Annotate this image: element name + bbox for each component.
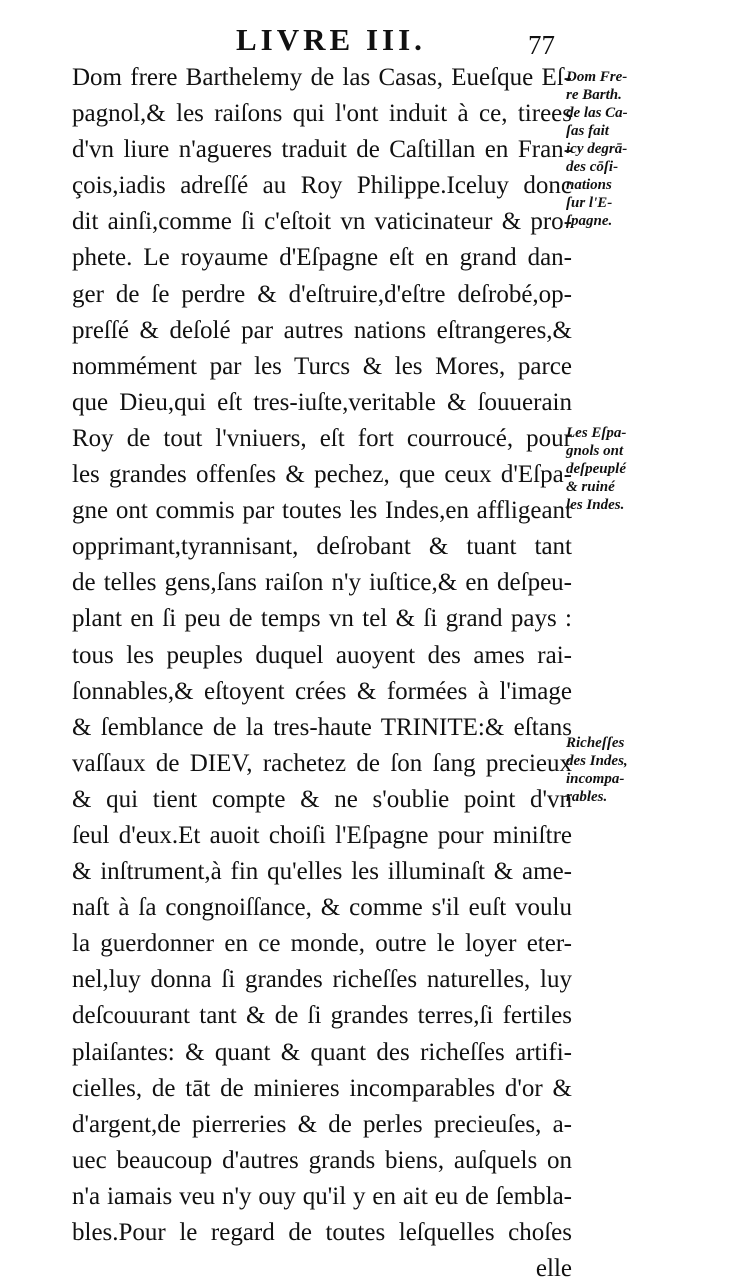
margin-note-line: nations bbox=[566, 177, 612, 193]
page-header bbox=[0, 18, 740, 58]
text-line: plant en ſi peu de temps vn tel & ſi grand pays : bbox=[72, 605, 572, 633]
text-line: d'argent,de pierreries & de perles precieuſes, a- bbox=[72, 1110, 572, 1138]
text-line: Roy de tout l'vniuers, eſt fort courroucé, pour bbox=[72, 424, 572, 452]
margin-note-line: ſpagne. bbox=[566, 213, 613, 229]
text-line: ger de ſe perdre & d'eſtruire,d'eſtre deſrobé,op- bbox=[72, 280, 572, 308]
margin-note-line: Dom Fre- bbox=[566, 69, 628, 85]
margin-note-line: ſas fait bbox=[566, 123, 609, 139]
text-line: nommément par les Turcs & les Mores, parce bbox=[72, 352, 572, 380]
margin-note-line: incompa- bbox=[566, 771, 625, 787]
margin-note-line: des cōſi- bbox=[566, 159, 619, 175]
text-line: deſcouurant tant & de ſi grandes terres,ſi fertiles bbox=[72, 1002, 572, 1030]
text-line: que Dieu,qui eſt tres-iuſte,veritable & ſouuerain bbox=[72, 388, 572, 416]
text-line: vaſſaux de DIEV, rachetez de ſon ſang precieux bbox=[72, 749, 572, 777]
margin-note-las-casas bbox=[566, 68, 656, 230]
margin-note-line: de las Ca- bbox=[566, 105, 628, 121]
text-line: de telles gens,ſans raiſon n'y iuſtice,& en deſpeu- bbox=[72, 569, 572, 597]
margin-note-line: icy degrā- bbox=[566, 141, 628, 157]
text-line: & ſemblance de la tres-haute TRINITE:& eſtans bbox=[72, 713, 572, 741]
margin-note-line: ſur l'E- bbox=[566, 195, 613, 211]
margin-note-line: re Barth. bbox=[566, 87, 622, 103]
catchword: elle bbox=[535, 1255, 572, 1283]
text-line: ſonnables,& eſtoyent crées & formées à l'image bbox=[72, 677, 572, 705]
page-number: 77 bbox=[528, 30, 555, 60]
body-text bbox=[72, 60, 572, 1287]
text-line: & qui tient compte & ne s'oublie point d'vn bbox=[72, 785, 572, 813]
running-title: LIVRE III. bbox=[236, 22, 426, 57]
text-line: gne ont commis par toutes les Indes,en affligeant bbox=[72, 497, 572, 525]
margin-note-line: rables. bbox=[566, 789, 608, 805]
text-line: tous les peuples duquel auoyent des ames rai- bbox=[72, 641, 572, 669]
text-line: çois,iadis adreſſé au Roy Philippe.Iceluy donc bbox=[72, 172, 572, 200]
text-line: & inſtrument,à fin qu'elles les illuminaſt & ame- bbox=[72, 858, 572, 886]
text-line: Dom frere Barthelemy de las Casas, Eueſque Eſ- bbox=[72, 64, 572, 91]
text-line: ſeul d'eux.Et auoit choiſi l'Eſpagne pour miniſtre bbox=[72, 821, 572, 849]
text-line: plaiſantes: & quant & quant des richeſſes artifi- bbox=[72, 1038, 572, 1066]
margin-note-line: & ruiné bbox=[566, 479, 615, 495]
text-line: la guerdonner en ce monde, outre le loyer eter- bbox=[72, 930, 572, 958]
margin-note-line: Les Eſpa- bbox=[566, 425, 627, 441]
margin-note-line: des Indes, bbox=[566, 753, 628, 769]
text-line: opprimant,tyrannisant, deſrobant & tuant tant bbox=[72, 533, 572, 561]
text-line: n'a iamais veu n'y ouy qu'il y en ait eu de ſembla- bbox=[72, 1182, 572, 1210]
text-line: dit ainſi,comme ſi c'eſtoit vn vaticinateur & pro- bbox=[72, 208, 572, 236]
text-line: cielles, de tāt de minieres incomparables d'or & bbox=[72, 1074, 572, 1102]
margin-note-espagnols bbox=[566, 424, 656, 514]
margin-note-line: deſpeuplé bbox=[566, 461, 626, 477]
text-line: preſſé & deſolé par autres nations eſtrangeres,& bbox=[72, 316, 572, 344]
text-line: naſt à ſa congnoiſſance, & comme s'il euſt voulu bbox=[72, 894, 572, 922]
text-line: phete. Le royaume d'Eſpagne eſt en grand dan- bbox=[72, 244, 572, 272]
text-line: les grandes offenſes & pechez, que ceux d'Eſpa- bbox=[72, 461, 572, 489]
margin-note-line: gnols ont bbox=[566, 443, 624, 459]
margin-note-line: les Indes. bbox=[566, 497, 625, 513]
text-line: d'vn liure n'agueres traduit de Caſtillan en Fran- bbox=[72, 136, 572, 164]
text-line: pagnol,& les raiſons qui l'ont induit à ce, tirees bbox=[72, 100, 572, 128]
margin-note-line: Richeſſes bbox=[566, 735, 625, 751]
text-line: uec beaucoup d'autres grands biens, auſquels on bbox=[72, 1146, 572, 1174]
margin-note-richesses bbox=[566, 734, 656, 806]
text-line: bles.Pour le regard de toutes leſquelles choſes bbox=[72, 1219, 572, 1246]
text-line: nel,luy donna ſi grandes richeſſes naturelles, luy bbox=[72, 966, 572, 994]
